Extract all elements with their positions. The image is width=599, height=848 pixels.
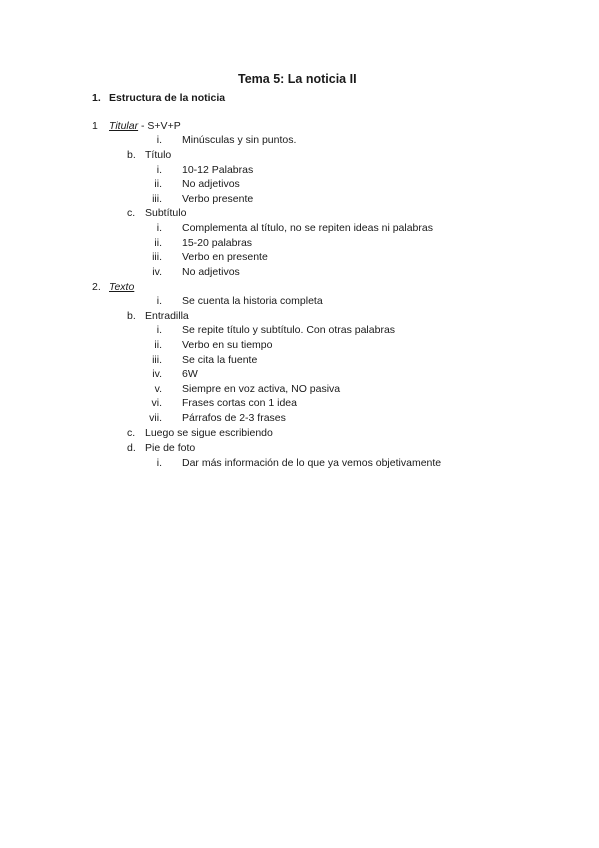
titular-suffix: - S+V+P [138,120,181,132]
roman-marker: iii. [152,251,162,263]
titular-label: Titular [109,120,139,132]
titulo-item: No adjetivos [182,178,240,190]
roman-marker: i. [156,295,162,307]
section-1-heading: Estructura de la noticia [109,92,226,104]
roman-marker: i. [156,222,162,234]
entradilla-item: 6W [182,368,198,380]
roman-marker: vii. [149,412,162,424]
roman-marker: iii. [152,193,162,205]
pie-heading: Pie de foto [145,442,196,454]
entradilla-item: Siempre en voz activa, NO pasiva [182,383,341,395]
section-2-marker: 2. [92,281,101,293]
titulo-marker: b. [127,149,136,161]
pie-item: Dar más información de lo que ya vemos objetivamente [182,457,442,469]
entradilla-item: Párrafos de 2-3 frases [182,412,286,424]
entradilla-item: Se repite título y subtítulo. Con otras palabras [182,324,396,336]
titular-marker: 1 [92,120,98,132]
roman-marker: i. [156,457,162,469]
roman-marker: i. [156,324,162,336]
luego-marker: c. [127,427,136,439]
roman-marker: iii. [152,354,162,366]
roman-marker: iv. [152,368,162,380]
roman-marker: ii. [154,178,162,190]
texto-heading [109,281,134,294]
titular-item: Minúsculas y sin puntos. [182,134,297,146]
subtitulo-heading: Subtítulo [145,207,187,219]
pie-marker: d. [127,442,136,454]
page-title: Tema 5: La noticia II [238,72,357,86]
subtitulo-item: 15-20 palabras [182,237,253,249]
subtitulo-item: Verbo en presente [182,251,268,263]
roman-marker: i. [156,134,162,146]
subtitulo-item: No adjetivos [182,266,240,278]
roman-marker: vi. [151,397,162,409]
roman-marker: iv. [152,266,162,278]
subtitulo-item: Complementa al título, no se repiten ideas ni palabras [182,222,433,234]
roman-marker: ii. [154,237,162,249]
titulo-heading: Título [145,149,172,161]
texto-item: Se cuenta la historia completa [182,295,323,307]
entradilla-heading: Entradilla [145,310,189,322]
entradilla-item: Verbo en su tiempo [182,339,273,351]
titulo-item: Verbo presente [182,193,254,205]
roman-marker: i. [156,164,162,176]
roman-marker: v. [154,383,162,395]
roman-marker: ii. [154,339,162,351]
subtitulo-marker: c. [127,207,136,219]
entradilla-marker: b. [127,310,136,322]
entradilla-item: Se cita la fuente [182,354,258,366]
titular-heading [109,120,181,133]
titulo-item: 10-12 Palabras [182,164,254,176]
section-1-marker: 1. [92,92,101,104]
entradilla-item: Frases cortas con 1 idea [182,397,297,409]
luego-heading: Luego se sigue escribiendo [145,427,273,439]
texto-label: Texto [109,281,135,293]
